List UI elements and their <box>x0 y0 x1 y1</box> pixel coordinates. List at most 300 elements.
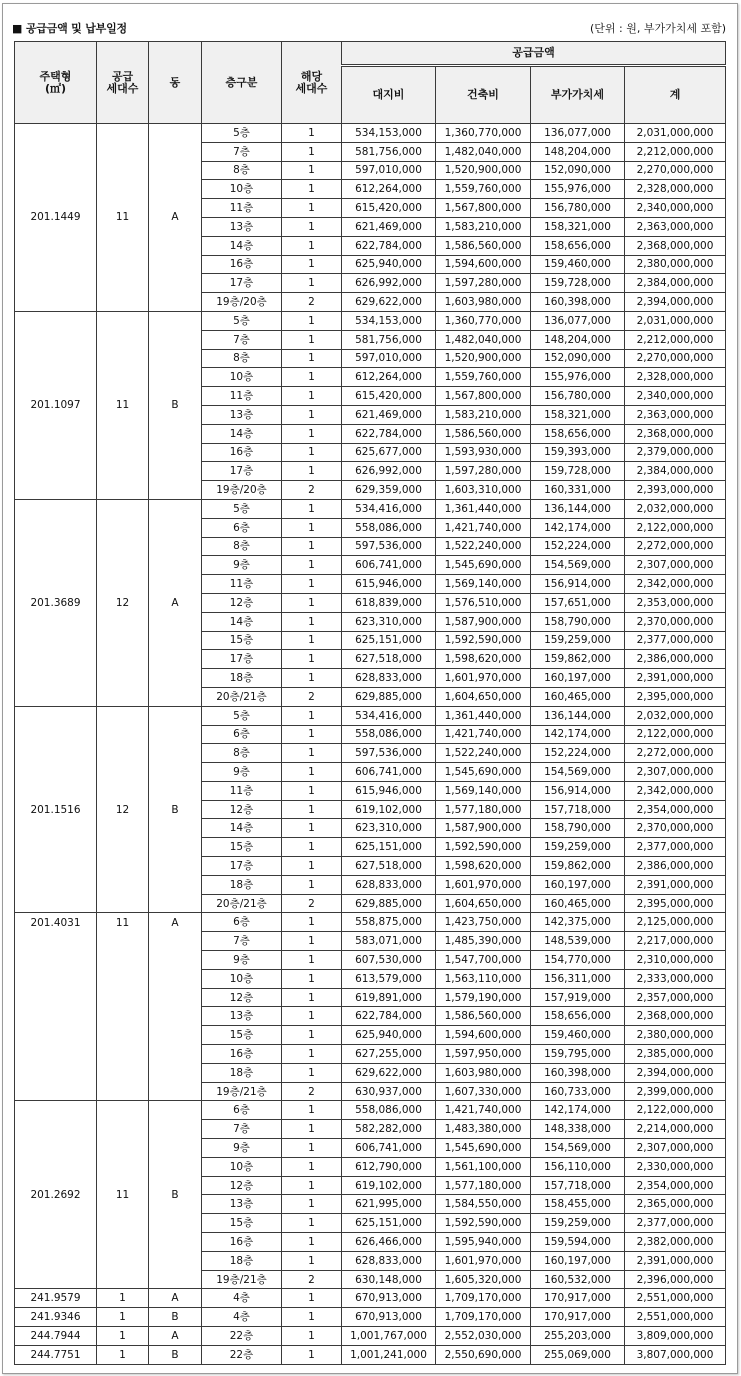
cell-land-price: 622,784,000 <box>342 236 436 255</box>
cell-dong: A <box>149 913 202 1101</box>
cell-total: 2,363,000,000 <box>625 405 726 424</box>
cell-units: 1 <box>282 1063 342 1082</box>
cell-vat: 136,144,000 <box>531 499 625 518</box>
cell-building-price: 1,482,040,000 <box>436 330 531 349</box>
cell-units: 1 <box>282 669 342 688</box>
cell-land-price: 629,885,000 <box>342 894 436 913</box>
cell-floor: 8층 <box>202 537 282 556</box>
cell-units: 1 <box>282 1308 342 1327</box>
cell-total: 2,272,000,000 <box>625 537 726 556</box>
cell-units: 1 <box>282 706 342 725</box>
cell-building-price: 1,545,690,000 <box>436 556 531 575</box>
cell-vat: 142,174,000 <box>531 725 625 744</box>
cell-building-price: 1,361,440,000 <box>436 499 531 518</box>
cell-floor: 9층 <box>202 951 282 970</box>
cell-total: 2,307,000,000 <box>625 1139 726 1158</box>
cell-vat: 160,465,000 <box>531 894 625 913</box>
cell-land-price: 626,466,000 <box>342 1233 436 1252</box>
cell-land-price: 597,536,000 <box>342 744 436 763</box>
cell-building-price: 1,569,140,000 <box>436 575 531 594</box>
cell-supply-units: 11 <box>97 913 149 1101</box>
cell-vat: 142,174,000 <box>531 518 625 537</box>
cell-vat: 136,144,000 <box>531 706 625 725</box>
cell-land-price: 627,518,000 <box>342 650 436 669</box>
cell-floor: 18층 <box>202 1063 282 1082</box>
cell-total: 2,368,000,000 <box>625 1007 726 1026</box>
cell-land-price: 583,071,000 <box>342 932 436 951</box>
cell-units: 1 <box>282 1214 342 1233</box>
cell-total: 2,395,000,000 <box>625 687 726 706</box>
cell-floor: 5층 <box>202 124 282 143</box>
cell-vat: 136,077,000 <box>531 124 625 143</box>
cell-vat: 159,259,000 <box>531 631 625 650</box>
cell-vat: 159,594,000 <box>531 1233 625 1252</box>
cell-floor: 5층 <box>202 706 282 725</box>
cell-supply-units: 12 <box>97 499 149 706</box>
cell-floor: 13층 <box>202 217 282 236</box>
cell-vat: 152,090,000 <box>531 161 625 180</box>
cell-building-price: 2,550,690,000 <box>436 1345 531 1364</box>
cell-total: 2,032,000,000 <box>625 499 726 518</box>
cell-land-price: 597,010,000 <box>342 349 436 368</box>
cell-supply-units: 12 <box>97 706 149 913</box>
cell-vat: 160,398,000 <box>531 1063 625 1082</box>
cell-floor: 8층 <box>202 744 282 763</box>
cell-vat: 156,110,000 <box>531 1157 625 1176</box>
cell-building-price: 1,603,980,000 <box>436 1063 531 1082</box>
cell-units: 1 <box>282 988 342 1007</box>
cell-units: 1 <box>282 1157 342 1176</box>
cell-total: 2,385,000,000 <box>625 1045 726 1064</box>
cell-vat: 159,393,000 <box>531 443 625 462</box>
table-row <box>15 1308 726 1327</box>
cell-floor: 17층 <box>202 274 282 293</box>
cell-land-price: 534,153,000 <box>342 311 436 330</box>
cell-floor: 14층 <box>202 612 282 631</box>
cell-building-price: 1,559,760,000 <box>436 180 531 199</box>
cell-total: 2,307,000,000 <box>625 556 726 575</box>
cell-building-price: 1,522,240,000 <box>436 744 531 763</box>
cell-units: 2 <box>282 1270 342 1289</box>
cell-land-price: 1,001,241,000 <box>342 1345 436 1364</box>
cell-building-price: 1,592,590,000 <box>436 838 531 857</box>
cell-building-price: 1,360,770,000 <box>436 124 531 143</box>
cell-building-price: 1,520,900,000 <box>436 349 531 368</box>
cell-total: 2,395,000,000 <box>625 894 726 913</box>
cell-dong: A <box>149 1327 202 1346</box>
cell-land-price: 606,741,000 <box>342 1139 436 1158</box>
cell-vat: 156,914,000 <box>531 781 625 800</box>
cell-floor: 7층 <box>202 330 282 349</box>
cell-units: 1 <box>282 537 342 556</box>
cell-building-price: 1,586,560,000 <box>436 1007 531 1026</box>
cell-units: 1 <box>282 1289 342 1308</box>
cell-units: 1 <box>282 1120 342 1139</box>
cell-vat: 142,375,000 <box>531 913 625 932</box>
cell-floor: 6층 <box>202 1101 282 1120</box>
cell-land-price: 630,937,000 <box>342 1082 436 1101</box>
cell-units: 1 <box>282 255 342 274</box>
cell-building-price: 1,547,700,000 <box>436 951 531 970</box>
cell-land-price: 627,518,000 <box>342 857 436 876</box>
cell-building-price: 1,586,560,000 <box>436 424 531 443</box>
header-supply-units: 공급 세대수 <box>97 42 149 124</box>
cell-dong: B <box>149 1308 202 1327</box>
cell-land-price: 558,086,000 <box>342 725 436 744</box>
cell-building-price: 1,559,760,000 <box>436 368 531 387</box>
cell-total: 2,214,000,000 <box>625 1120 726 1139</box>
cell-vat: 158,321,000 <box>531 405 625 424</box>
cell-total: 2,217,000,000 <box>625 932 726 951</box>
cell-vat: 159,460,000 <box>531 1026 625 1045</box>
cell-total: 2,031,000,000 <box>625 124 726 143</box>
cell-floor: 16층 <box>202 255 282 274</box>
cell-vat: 158,321,000 <box>531 217 625 236</box>
cell-land-price: 558,086,000 <box>342 1101 436 1120</box>
cell-floor: 7층 <box>202 142 282 161</box>
table-row <box>15 1289 726 1308</box>
cell-floor: 22층 <box>202 1345 282 1364</box>
cell-total: 2,307,000,000 <box>625 763 726 782</box>
cell-total: 2,330,000,000 <box>625 1157 726 1176</box>
cell-vat: 148,204,000 <box>531 142 625 161</box>
cell-floor: 22층 <box>202 1327 282 1346</box>
cell-vat: 155,976,000 <box>531 180 625 199</box>
cell-land-price: 626,992,000 <box>342 274 436 293</box>
cell-floor: 20층/21층 <box>202 687 282 706</box>
table-body <box>15 124 726 1365</box>
cell-total: 2,333,000,000 <box>625 969 726 988</box>
cell-building-price: 1,583,210,000 <box>436 217 531 236</box>
cell-building-price: 1,563,110,000 <box>436 969 531 988</box>
cell-land-price: 618,839,000 <box>342 593 436 612</box>
cell-building-price: 1,594,600,000 <box>436 255 531 274</box>
cell-land-price: 623,310,000 <box>342 819 436 838</box>
cell-units: 1 <box>282 1195 342 1214</box>
cell-building-price: 1,482,040,000 <box>436 142 531 161</box>
cell-units: 1 <box>282 612 342 631</box>
cell-vat: 255,069,000 <box>531 1345 625 1364</box>
cell-building-price: 1,561,100,000 <box>436 1157 531 1176</box>
cell-units: 2 <box>282 687 342 706</box>
cell-building-price: 1,597,280,000 <box>436 274 531 293</box>
cell-floor: 16층 <box>202 1233 282 1252</box>
cell-supply-units: 1 <box>97 1289 149 1308</box>
cell-vat: 157,718,000 <box>531 1176 625 1195</box>
cell-vat: 142,174,000 <box>531 1101 625 1120</box>
cell-building-price: 1,421,740,000 <box>436 1101 531 1120</box>
cell-units: 2 <box>282 1082 342 1101</box>
cell-vat: 160,733,000 <box>531 1082 625 1101</box>
cell-floor: 9층 <box>202 763 282 782</box>
cell-units: 1 <box>282 819 342 838</box>
cell-floor: 6층 <box>202 913 282 932</box>
cell-vat: 170,917,000 <box>531 1308 625 1327</box>
cell-vat: 160,398,000 <box>531 293 625 312</box>
cell-vat: 159,259,000 <box>531 1214 625 1233</box>
cell-land-price: 619,102,000 <box>342 800 436 819</box>
cell-floor: 15층 <box>202 1026 282 1045</box>
cell-vat: 160,197,000 <box>531 1251 625 1270</box>
cell-land-price: 615,946,000 <box>342 575 436 594</box>
cell-land-price: 615,946,000 <box>342 781 436 800</box>
cell-units: 1 <box>282 1045 342 1064</box>
cell-floor: 17층 <box>202 857 282 876</box>
cell-total: 2,370,000,000 <box>625 612 726 631</box>
cell-land-price: 621,995,000 <box>342 1195 436 1214</box>
cell-units: 1 <box>282 857 342 876</box>
cell-units: 1 <box>282 518 342 537</box>
cell-total: 2,391,000,000 <box>625 669 726 688</box>
cell-land-price: 622,784,000 <box>342 1007 436 1026</box>
table-header <box>15 42 726 124</box>
cell-land-price: 670,913,000 <box>342 1308 436 1327</box>
cell-vat: 160,197,000 <box>531 669 625 688</box>
cell-land-price: 625,151,000 <box>342 1214 436 1233</box>
cell-floor: 14층 <box>202 236 282 255</box>
cell-floor: 7층 <box>202 1120 282 1139</box>
cell-land-price: 621,469,000 <box>342 217 436 236</box>
cell-floor: 19층/20층 <box>202 293 282 312</box>
cell-total: 2,125,000,000 <box>625 913 726 932</box>
cell-total: 2,386,000,000 <box>625 650 726 669</box>
cell-floor: 13층 <box>202 405 282 424</box>
cell-building-price: 1,567,800,000 <box>436 387 531 406</box>
cell-building-price: 1,709,170,000 <box>436 1308 531 1327</box>
cell-units: 1 <box>282 969 342 988</box>
cell-land-price: 626,992,000 <box>342 462 436 481</box>
header-dong: 동 <box>149 42 202 124</box>
cell-land-price: 621,469,000 <box>342 405 436 424</box>
cell-floor: 4층 <box>202 1289 282 1308</box>
cell-land-price: 628,833,000 <box>342 875 436 894</box>
cell-land-price: 619,891,000 <box>342 988 436 1007</box>
cell-units: 1 <box>282 142 342 161</box>
cell-vat: 160,465,000 <box>531 687 625 706</box>
cell-units: 2 <box>282 293 342 312</box>
cell-floor: 13층 <box>202 1195 282 1214</box>
cell-building-price: 1,569,140,000 <box>436 781 531 800</box>
cell-vat: 148,539,000 <box>531 932 625 951</box>
cell-vat: 156,780,000 <box>531 387 625 406</box>
cell-total: 2,368,000,000 <box>625 424 726 443</box>
cell-building-price: 1,577,180,000 <box>436 800 531 819</box>
cell-supply-units: 1 <box>97 1327 149 1346</box>
cell-units: 1 <box>282 875 342 894</box>
cell-land-price: 623,310,000 <box>342 612 436 631</box>
cell-units: 1 <box>282 763 342 782</box>
cell-land-price: 629,622,000 <box>342 293 436 312</box>
cell-total: 2,551,000,000 <box>625 1289 726 1308</box>
cell-floor: 20층/21층 <box>202 894 282 913</box>
cell-vat: 156,311,000 <box>531 969 625 988</box>
section-title: ■ 공급금액 및 납부일정 <box>12 22 127 35</box>
cell-land-price: 612,264,000 <box>342 180 436 199</box>
cell-total: 2,379,000,000 <box>625 443 726 462</box>
cell-floor: 18층 <box>202 875 282 894</box>
cell-supply-units: 11 <box>97 124 149 312</box>
cell-supply-units: 1 <box>97 1345 149 1364</box>
cell-vat: 160,532,000 <box>531 1270 625 1289</box>
cell-floor: 15층 <box>202 838 282 857</box>
cell-units: 2 <box>282 481 342 500</box>
table-row <box>15 311 726 330</box>
cell-building-price: 1,586,560,000 <box>436 236 531 255</box>
cell-floor: 12층 <box>202 800 282 819</box>
cell-units: 1 <box>282 217 342 236</box>
cell-land-price: 627,255,000 <box>342 1045 436 1064</box>
cell-dong: A <box>149 124 202 312</box>
cell-land-price: 534,153,000 <box>342 124 436 143</box>
cell-total: 2,122,000,000 <box>625 725 726 744</box>
cell-land-price: 628,833,000 <box>342 669 436 688</box>
cell-units: 1 <box>282 368 342 387</box>
cell-land-price: 558,875,000 <box>342 913 436 932</box>
cell-floor: 16층 <box>202 1045 282 1064</box>
cell-vat: 136,077,000 <box>531 311 625 330</box>
cell-building-price: 1,360,770,000 <box>436 311 531 330</box>
cell-vat: 154,569,000 <box>531 1139 625 1158</box>
cell-floor: 5층 <box>202 499 282 518</box>
cell-land-price: 1,001,767,000 <box>342 1327 436 1346</box>
cell-floor: 18층 <box>202 669 282 688</box>
cell-land-price: 534,416,000 <box>342 706 436 725</box>
cell-land-price: 625,151,000 <box>342 838 436 857</box>
cell-vat: 156,914,000 <box>531 575 625 594</box>
cell-floor: 11층 <box>202 387 282 406</box>
cell-land-price: 629,885,000 <box>342 687 436 706</box>
cell-type: 201.3689 <box>15 499 97 706</box>
cell-units: 1 <box>282 650 342 669</box>
cell-vat: 159,728,000 <box>531 274 625 293</box>
header-building: 건축비 <box>436 66 531 124</box>
table-row <box>15 1101 726 1120</box>
cell-total: 2,032,000,000 <box>625 706 726 725</box>
cell-building-price: 1,598,620,000 <box>436 857 531 876</box>
cell-floor: 6층 <box>202 725 282 744</box>
cell-floor: 19층/20층 <box>202 481 282 500</box>
cell-land-price: 607,530,000 <box>342 951 436 970</box>
cell-units: 2 <box>282 894 342 913</box>
cell-vat: 148,204,000 <box>531 330 625 349</box>
cell-floor: 10층 <box>202 180 282 199</box>
cell-land-price: 619,102,000 <box>342 1176 436 1195</box>
cell-floor: 12층 <box>202 988 282 1007</box>
cell-units: 1 <box>282 124 342 143</box>
cell-units: 1 <box>282 800 342 819</box>
cell-building-price: 1,603,310,000 <box>436 481 531 500</box>
cell-floor: 11층 <box>202 199 282 218</box>
cell-building-price: 1,584,550,000 <box>436 1195 531 1214</box>
cell-total: 2,382,000,000 <box>625 1233 726 1252</box>
cell-units: 1 <box>282 1345 342 1364</box>
cell-dong: B <box>149 311 202 499</box>
cell-floor: 19층/21층 <box>202 1082 282 1101</box>
cell-supply-units: 11 <box>97 1101 149 1289</box>
cell-units: 1 <box>282 424 342 443</box>
cell-total: 2,377,000,000 <box>625 1214 726 1233</box>
cell-total: 2,380,000,000 <box>625 1026 726 1045</box>
header-vat: 부가가치세 <box>531 66 625 124</box>
cell-building-price: 1,595,940,000 <box>436 1233 531 1252</box>
cell-land-price: 670,913,000 <box>342 1289 436 1308</box>
cell-floor: 8층 <box>202 349 282 368</box>
cell-building-price: 1,592,590,000 <box>436 631 531 650</box>
cell-supply-units: 1 <box>97 1308 149 1327</box>
cell-vat: 157,919,000 <box>531 988 625 1007</box>
cell-total: 2,122,000,000 <box>625 1101 726 1120</box>
cell-units: 1 <box>282 781 342 800</box>
cell-total: 2,354,000,000 <box>625 1176 726 1195</box>
cell-land-price: 613,579,000 <box>342 969 436 988</box>
cell-building-price: 1,485,390,000 <box>436 932 531 951</box>
cell-vat: 154,569,000 <box>531 556 625 575</box>
cell-type: 201.2692 <box>15 1101 97 1289</box>
cell-total: 2,212,000,000 <box>625 142 726 161</box>
cell-vat: 154,569,000 <box>531 763 625 782</box>
cell-type: 244.7944 <box>15 1327 97 1346</box>
cell-floor: 15층 <box>202 1214 282 1233</box>
cell-type: 241.9346 <box>15 1308 97 1327</box>
cell-vat: 158,455,000 <box>531 1195 625 1214</box>
header-land: 대지비 <box>342 66 436 124</box>
cell-units: 1 <box>282 1007 342 1026</box>
cell-units: 1 <box>282 180 342 199</box>
cell-land-price: 582,282,000 <box>342 1120 436 1139</box>
cell-floor: 13층 <box>202 1007 282 1026</box>
cell-units: 1 <box>282 1176 342 1195</box>
cell-total: 2,270,000,000 <box>625 349 726 368</box>
cell-units: 1 <box>282 462 342 481</box>
cell-floor: 19층/21층 <box>202 1270 282 1289</box>
cell-total: 2,340,000,000 <box>625 387 726 406</box>
cell-land-price: 606,741,000 <box>342 763 436 782</box>
cell-total: 2,270,000,000 <box>625 161 726 180</box>
cell-land-price: 612,264,000 <box>342 368 436 387</box>
cell-land-price: 625,940,000 <box>342 255 436 274</box>
cell-vat: 255,203,000 <box>531 1327 625 1346</box>
cell-floor: 17층 <box>202 650 282 669</box>
cell-units: 1 <box>282 1327 342 1346</box>
cell-building-price: 1,603,980,000 <box>436 293 531 312</box>
cell-building-price: 1,545,690,000 <box>436 763 531 782</box>
cell-total: 2,396,000,000 <box>625 1270 726 1289</box>
cell-floor: 14층 <box>202 424 282 443</box>
cell-building-price: 1,604,650,000 <box>436 687 531 706</box>
table-row <box>15 499 726 518</box>
cell-vat: 152,224,000 <box>531 744 625 763</box>
cell-vat: 156,780,000 <box>531 199 625 218</box>
cell-type: 244.7751 <box>15 1345 97 1364</box>
cell-vat: 155,976,000 <box>531 368 625 387</box>
cell-units: 1 <box>282 405 342 424</box>
cell-total: 2,354,000,000 <box>625 800 726 819</box>
cell-floor: 5층 <box>202 311 282 330</box>
cell-units: 1 <box>282 556 342 575</box>
cell-vat: 158,656,000 <box>531 1007 625 1026</box>
cell-vat: 158,656,000 <box>531 236 625 255</box>
cell-land-price: 625,940,000 <box>342 1026 436 1045</box>
cell-building-price: 1,601,970,000 <box>436 669 531 688</box>
cell-land-price: 558,086,000 <box>342 518 436 537</box>
header-price-group: 공급금액 <box>342 42 726 66</box>
cell-vat: 160,197,000 <box>531 875 625 894</box>
cell-total: 2,384,000,000 <box>625 274 726 293</box>
header-units: 해당 세대수 <box>282 42 342 124</box>
cell-floor: 10층 <box>202 368 282 387</box>
cell-dong: A <box>149 499 202 706</box>
cell-total: 2,399,000,000 <box>625 1082 726 1101</box>
